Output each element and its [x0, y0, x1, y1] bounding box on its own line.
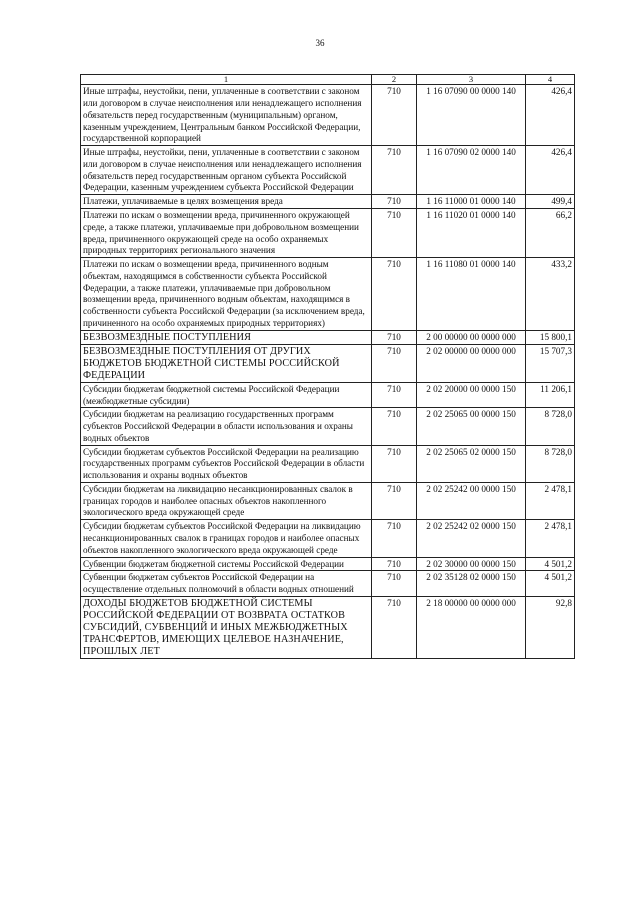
row-amount: 8 728,0: [526, 408, 575, 445]
row-name: Субвенции бюджетам субъектов Российской Федерации на осуществление отдельных полномочий в области водных отношений: [81, 571, 372, 597]
row-budget-code: 2 02 00000 00 0000 000: [417, 344, 526, 382]
row-admin-code: 710: [372, 258, 417, 331]
row-amount: 92,8: [526, 596, 575, 658]
header-col-3: 3: [417, 75, 526, 85]
table-row: [81, 382, 575, 408]
table-row: [81, 195, 575, 209]
table-row: [81, 146, 575, 195]
row-name: Платежи, уплачиваемые в целях возмещения вреда: [81, 195, 372, 209]
row-admin-code: 710: [372, 520, 417, 557]
header-col-4: 4: [526, 75, 575, 85]
table-header-row: [81, 75, 575, 85]
table-row: [81, 85, 575, 146]
row-amount: 499,4: [526, 195, 575, 209]
row-admin-code: 710: [372, 445, 417, 482]
row-name: Платежи по искам о возмещении вреда, причиненного окружающей среде, а также платежи, уплачиваемые при добровольном возмещении вреда, причиненного окружающей среде на особо охраняемых природных территориях регионального значения: [81, 209, 372, 258]
row-admin-code: 710: [372, 482, 417, 519]
row-budget-code: 2 02 25065 02 0000 150: [417, 445, 526, 482]
row-budget-code: 2 02 25242 00 0000 150: [417, 482, 526, 519]
row-admin-code: 710: [372, 571, 417, 597]
row-amount: 2 478,1: [526, 482, 575, 519]
row-amount: 8 728,0: [526, 445, 575, 482]
row-budget-code: 2 18 00000 00 0000 000: [417, 596, 526, 658]
row-amount: 4 501,2: [526, 571, 575, 597]
row-amount: 66,2: [526, 209, 575, 258]
row-admin-code: 710: [372, 557, 417, 571]
row-budget-code: 1 16 07090 00 0000 140: [417, 85, 526, 146]
table-row: [81, 482, 575, 519]
row-admin-code: 710: [372, 382, 417, 408]
row-name: Субсидии бюджетам субъектов Российской Федерации на реализацию государственных программ субъектов Российской Федерации в области использования и охраны водных объектов: [81, 445, 372, 482]
row-admin-code: 710: [372, 195, 417, 209]
row-name: Субсидии бюджетам на реализацию государственных программ субъектов Российской Федерации в области использования и охраны водных объектов: [81, 408, 372, 445]
row-amount: 11 206,1: [526, 382, 575, 408]
row-amount: 426,4: [526, 85, 575, 146]
revenue-table-body: [81, 75, 575, 659]
row-name: Субвенции бюджетам бюджетной системы Российской Федерации: [81, 557, 372, 571]
row-budget-code: 2 02 30000 00 0000 150: [417, 557, 526, 571]
table-row: [81, 209, 575, 258]
row-admin-code: 710: [372, 330, 417, 344]
row-admin-code: 710: [372, 146, 417, 195]
row-name: Субсидии бюджетам на ликвидацию несанкционированных свалок в границах городов и наиболее опасных объектов накопленного экологического вреда окружающей среде: [81, 482, 372, 519]
table-row: [81, 408, 575, 445]
row-budget-code: 2 00 00000 00 0000 000: [417, 330, 526, 344]
row-admin-code: 710: [372, 344, 417, 382]
row-budget-code: 2 02 35128 02 0000 150: [417, 571, 526, 597]
page-number: 36: [315, 38, 325, 48]
table-row: [81, 330, 575, 344]
table-row: [81, 571, 575, 597]
table-row: [81, 520, 575, 557]
row-name: БЕЗВОЗМЕЗДНЫЕ ПОСТУПЛЕНИЯ ОТ ДРУГИХ БЮДЖЕТОВ БЮДЖЕТНОЙ СИСТЕМЫ РОССИЙСКОЙ ФЕДЕРАЦИИ: [81, 344, 372, 382]
header-col-2: 2: [372, 75, 417, 85]
revenue-table: [80, 74, 575, 659]
row-name: Иные штрафы, неустойки, пени, уплаченные в соответствии с законом или договором в случае неисполнения или ненадлежащего исполнения обязательств перед государственным органом субъекта Российской Федерации, казенным учреждением субъекта Российской Федерации: [81, 146, 372, 195]
table-row: [81, 596, 575, 658]
row-amount: 433,2: [526, 258, 575, 331]
row-amount: 2 478,1: [526, 520, 575, 557]
row-admin-code: 710: [372, 85, 417, 146]
row-name: Субсидии бюджетам бюджетной системы Российской Федерации (межбюджетные субсидии): [81, 382, 372, 408]
row-admin-code: 710: [372, 209, 417, 258]
row-amount: 4 501,2: [526, 557, 575, 571]
row-name: ДОХОДЫ БЮДЖЕТОВ БЮДЖЕТНОЙ СИСТЕМЫ РОССИЙСКОЙ ФЕДЕРАЦИИ ОТ ВОЗВРАТА ОСТАТКОВ СУБСИДИЙ, СУБВЕНЦИЙ И ИНЫХ МЕЖБЮДЖЕТНЫХ ТРАНСФЕРТОВ, ИМЕЮЩИХ ЦЕЛЕВОЕ НАЗНАЧЕНИЕ, ПРОШЛЫХ ЛЕТ: [81, 596, 372, 658]
table-row: [81, 344, 575, 382]
row-name: Платежи по искам о возмещении вреда, причиненного водным объектам, находящимся в собственности субъекта Российской Федерации, а также платежи, уплачиваемые при добровольном возмещении вреда, причиненного водным объектам, находящимся в собственности субъекта Российской Федерации (за исключением вреда, причиненного на особо охраняемых природных территориях): [81, 258, 372, 331]
row-name: Иные штрафы, неустойки, пени, уплаченные в соответствии с законом или договором в случае неисполнения или ненадлежащего исполнения обязательств перед государственным (муниципальным) органом, казенным учреждением, Центральным банком Российской Федерации, государственной корпорацией: [81, 85, 372, 146]
row-admin-code: 710: [372, 408, 417, 445]
row-name: Субсидии бюджетам субъектов Российской Федерации на ликвидацию несанкционированных свалок в границах городов и наиболее опасных объектов накопленного экологического вреда окружающей среде: [81, 520, 372, 557]
row-amount: 426,4: [526, 146, 575, 195]
table-row: [81, 258, 575, 331]
row-amount: 15 800,1: [526, 330, 575, 344]
table-row: [81, 557, 575, 571]
row-name: БЕЗВОЗМЕЗДНЫЕ ПОСТУПЛЕНИЯ: [81, 330, 372, 344]
table-row: [81, 445, 575, 482]
row-budget-code: 1 16 11080 01 0000 140: [417, 258, 526, 331]
row-budget-code: 2 02 25065 00 0000 150: [417, 408, 526, 445]
row-budget-code: 2 02 20000 00 0000 150: [417, 382, 526, 408]
row-budget-code: 2 02 25242 02 0000 150: [417, 520, 526, 557]
row-amount: 15 707,3: [526, 344, 575, 382]
row-admin-code: 710: [372, 596, 417, 658]
row-budget-code: 1 16 11020 01 0000 140: [417, 209, 526, 258]
row-budget-code: 1 16 11000 01 0000 140: [417, 195, 526, 209]
header-col-1: 1: [81, 75, 372, 85]
row-budget-code: 1 16 07090 02 0000 140: [417, 146, 526, 195]
